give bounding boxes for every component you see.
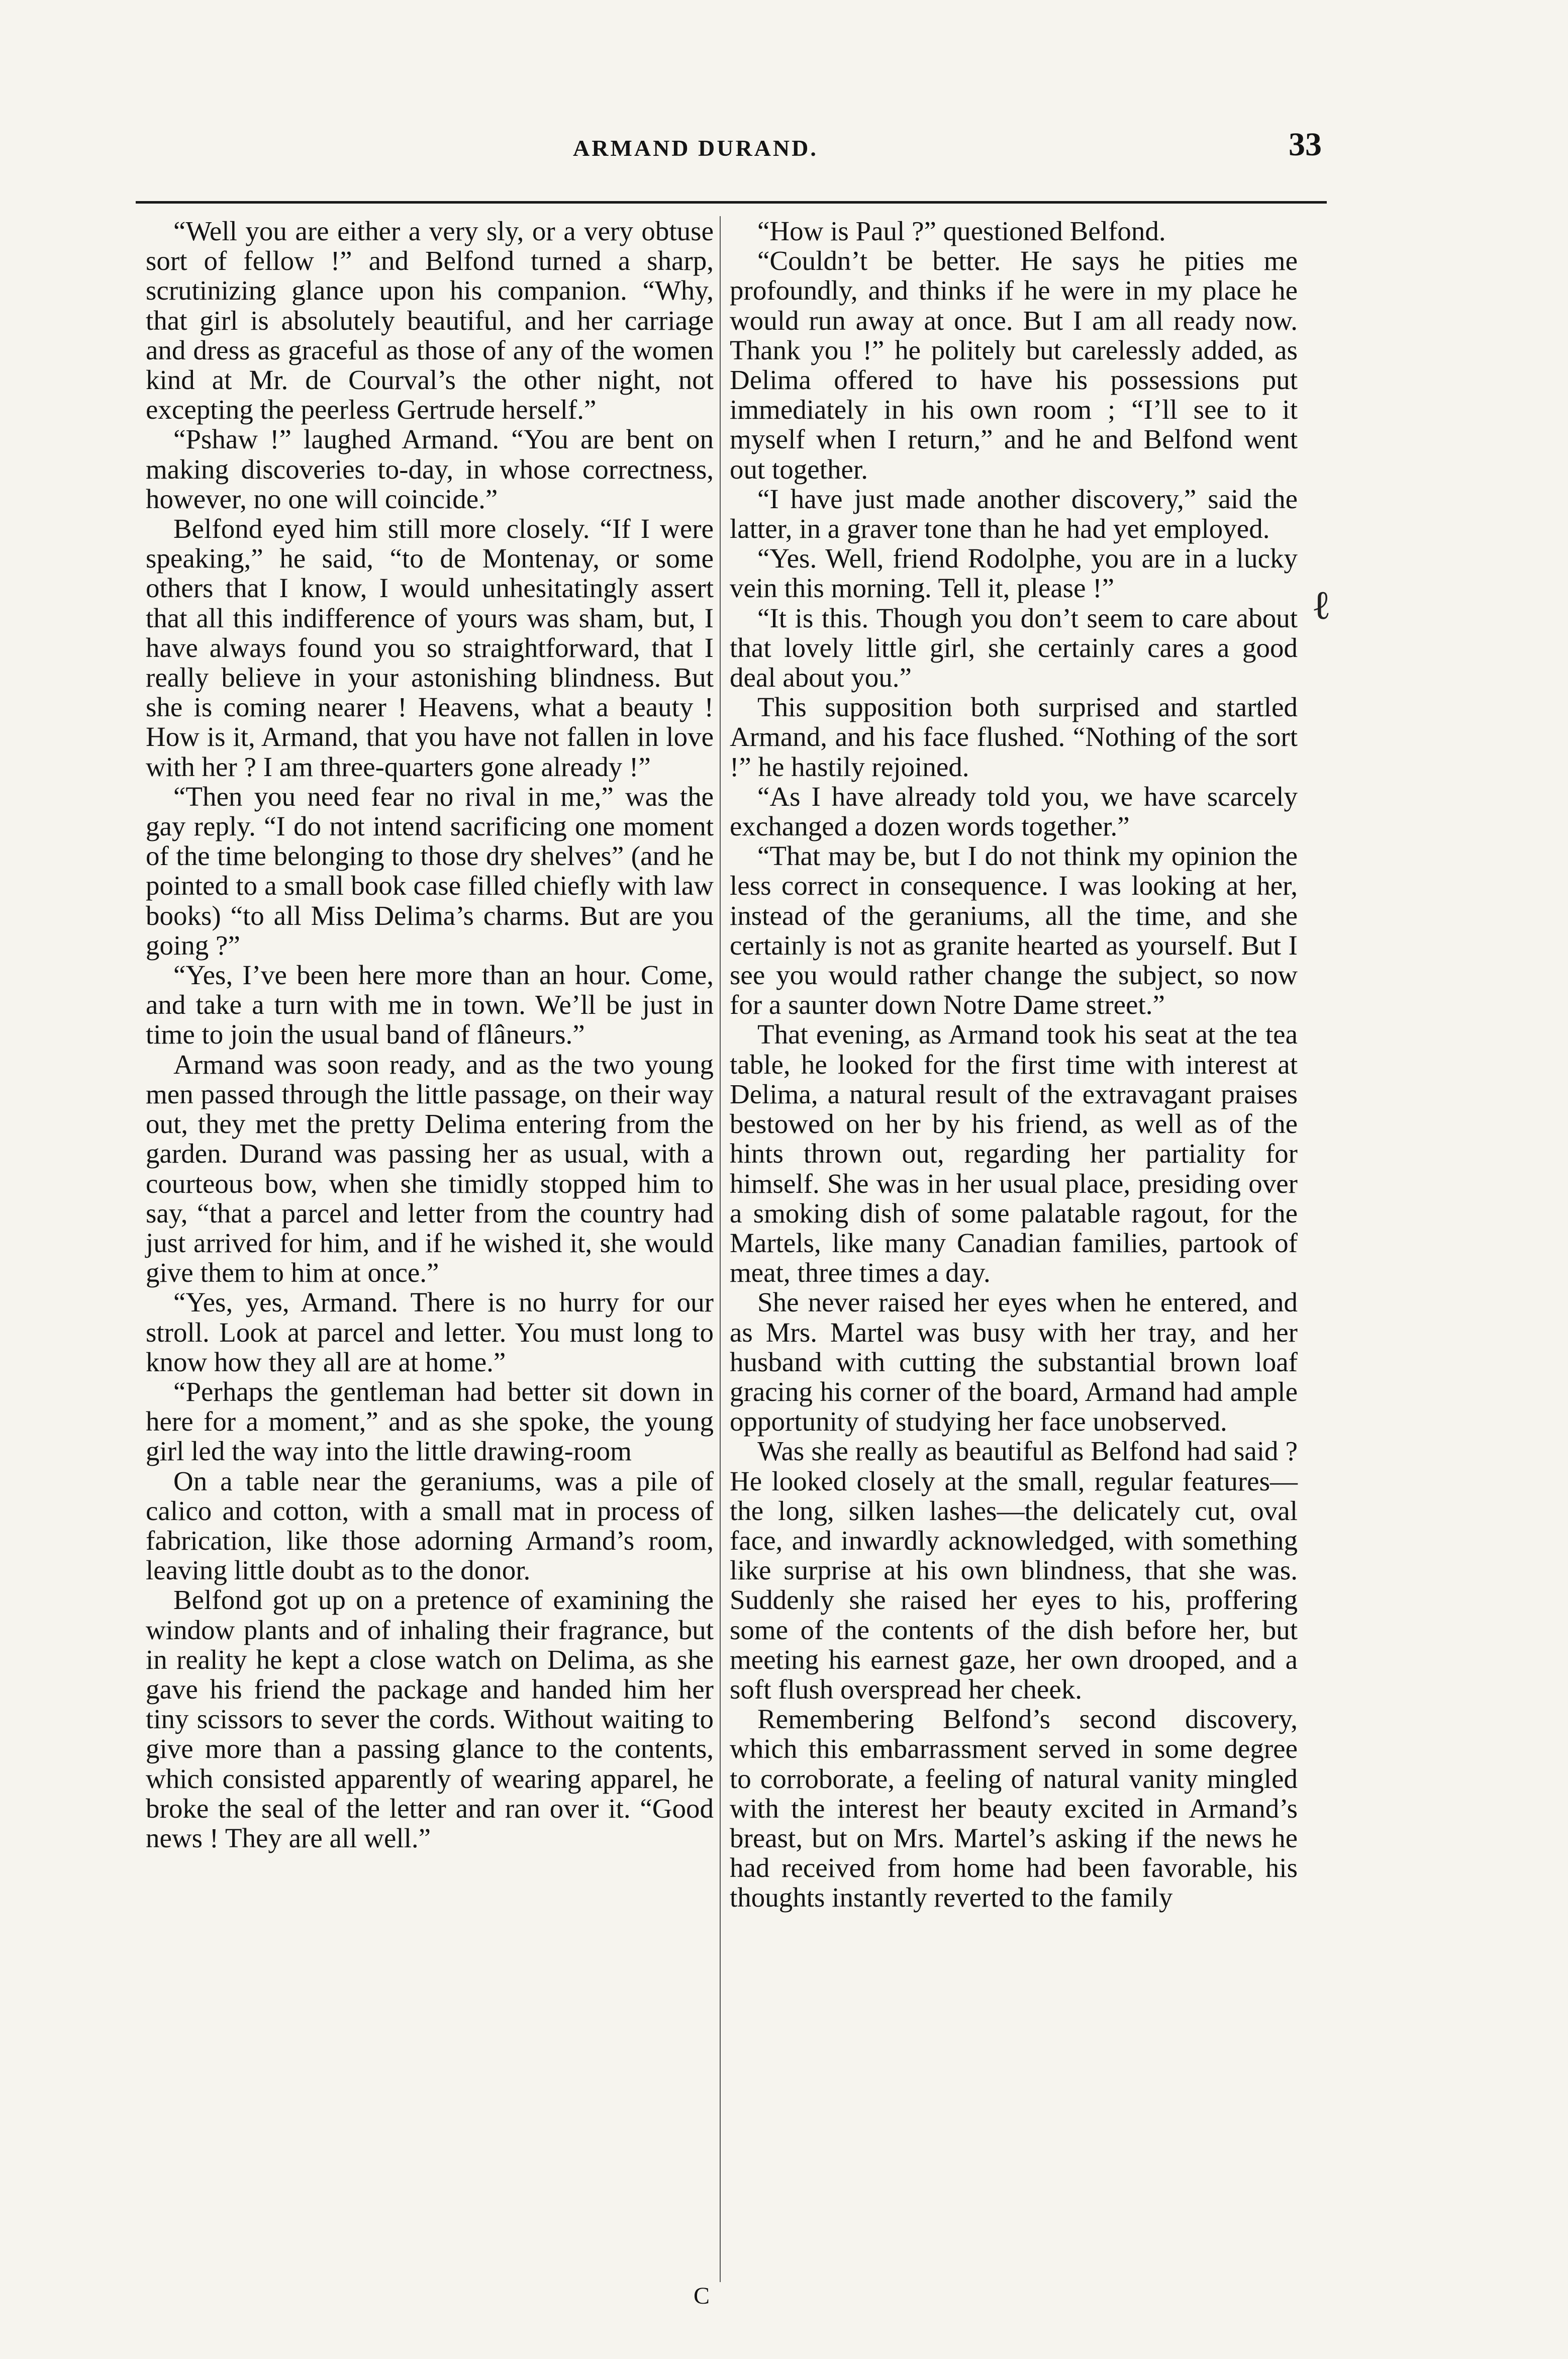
running-head (136, 126, 1322, 176)
paragraph: Remembering Belfond’s second discovery, which this embarrassment served in some degree to corroborate, a feeling of natural vanity mingled with the interest her beauty excited in Armand’s breast, but on Mrs. Martel’s asking if the news he had received from home had been favorable, his thoughts instantly reverted to the family (730, 1704, 1298, 1913)
paragraph: “Then you need fear no rival in me,” was the gay reply. “I do not intend sacrificing one moment of the time belonging to those dry shelves” (and he pointed to a small book case filled chiefly with law books) “to all Miss Delima’s charms. But are you going ?” (146, 781, 714, 961)
paragraph: “Yes, I’ve been here more than an hour. Come, and take a turn with me in town. We’ll be just in time to join the usual band of flâneurs.” (146, 960, 714, 1050)
paragraph: “Couldn’t be better. He says he pities me profoundly, and thinks if he were in my place he would run away at once. But I am all ready now. Thank you !” he politely but carelessly added, as Delima offered to have his possessions put immediately in his own room ; “I’ll see to it myself when I return,” and he and Belfond went out together. (730, 245, 1298, 485)
paragraph: “I have just made another discovery,” said the latter, in a graver tone than he had yet employed. (730, 483, 1298, 544)
paragraph: Belfond got up on a pretence of examining the window plants and of inhaling their fragrance, but in reality he kept a close watch on Delima, as she gave his friend the package and handed him her tiny scissors to sever the cords. Without waiting to give more than a passing glance to the contents, which consisted apparently of wearing apparel, he broke the seal of the letter and ran over it. “Good news ! They are all well.” (146, 1584, 714, 1853)
paragraph: That evening, as Armand took his seat at the tea table, he looked for the first time with interest at Delima, a natural result of the extravagant praises bestowed on her by his friend, as well as of the hints thrown out, regarding her partiality for himself. She was in her usual place, presiding over a smoking dish of some palatable ragout, for the Martels, like many Canadian families, partook of meat, three times a day. (730, 1019, 1298, 1288)
margin-pencil-mark: ℓ (1312, 584, 1331, 628)
paragraph: “Perhaps the gentleman had better sit down in here for a moment,” and as she spoke, the young girl led the way into the little drawing-room (146, 1376, 714, 1467)
paragraph: “How is Paul ?” questioned Belfond. (757, 216, 1166, 246)
right-column (730, 216, 1298, 2287)
paragraph: “Well you are either a very sly, or a very obtuse sort of fellow !” and Belfond turned a sharp, scrutinizing glance upon his companion. “Why, that girl is absolutely beautiful, and her carriage and dress as graceful as those of any of the women kind at Mr. de Courval’s the other night, not excepting the peerless Gertrude herself.” (146, 216, 714, 425)
paragraph: Was she really as beautiful as Belfond had said ? He looked closely at the small, regular features—the long, silken lashes—the delicately cut, oval face, and inwardly acknowledged, with something like surprise at his own blindness, that she was. Suddenly she raised her eyes to his, proffering some of the contents of the dish before her, but meeting his earnest gaze, her own drooped, and a soft flush overspread her cheek. (730, 1436, 1298, 1705)
paragraph: “Yes, yes, Armand. There is no hurry for our stroll. Look at parcel and letter. You must long to know how they all are at home.” (146, 1287, 714, 1377)
paragraph: “As I have already told you, we have scarcely exchanged a dozen words together.” (730, 781, 1298, 842)
paragraph: She never raised her eyes when he entered, and as Mrs. Martel was busy with her tray, and her husband with cutting the substantial brown loaf gracing his corner of the board, Armand had ample opportunity of studying her face unobserved. (730, 1287, 1298, 1437)
column-divider (720, 216, 721, 2282)
paragraph: Belfond eyed him still more closely. “If I were speaking,” he said, “to de Montenay, or some others that I know, I would unhesitatingly assert that all this indifference of yours was sham, but, I have always found you so straightforward, that I really believe in your astonishing blindness. But she is coming nearer ! Heavens, what a beauty ! How is it, Armand, that you have not fallen in love with her ? I am three-quarters gone already !” (146, 513, 714, 782)
paragraph: “Yes. Well, friend Rodolphe, you are in a lucky vein this morning. Tell it, please !” (730, 543, 1298, 604)
running-title: ARMAND DURAND. (573, 135, 818, 161)
paragraph: “It is this. Though you don’t seem to care about that lovely little girl, she certainly cares a good deal about you.” (730, 602, 1298, 693)
paragraph: “That may be, but I do not think my opinion the less correct in consequence. I was looking at her, instead of the geraniums, all the time, and she certainly is not as granite hearted as yourself. But I see you would rather change the subject, so now for a saunter down Notre Dame street.” (730, 840, 1298, 1020)
paragraph: Armand was soon ready, and as the two young men passed through the little passage, on their way out, they met the pretty Delima entering from the garden. Durand was passing her as usual, with a courteous bow, when she timidly stopped him to say, “that a parcel and letter from the country had just arrived for him, and if he wished it, she would give them to him at once.” (146, 1049, 714, 1288)
paragraph: “Pshaw !” laughed Armand. “You are bent on making discoveries to-day, in whose correctness, however, no one will coincide.” (146, 424, 714, 514)
page-number: 33 (1289, 126, 1322, 163)
signature-mark: C (694, 2283, 710, 2309)
header-rule (136, 201, 1327, 204)
left-column (146, 216, 714, 2287)
paragraph: On a table near the geraniums, was a pile of calico and cotton, with a small mat in process of fabrication, like those adorning Armand’s room, leaving little doubt as to the donor. (146, 1465, 714, 1586)
paragraph: This supposition both surprised and startled Armand, and his face flushed. “Nothing of the sort !” he hastily rejoined. (730, 692, 1298, 782)
